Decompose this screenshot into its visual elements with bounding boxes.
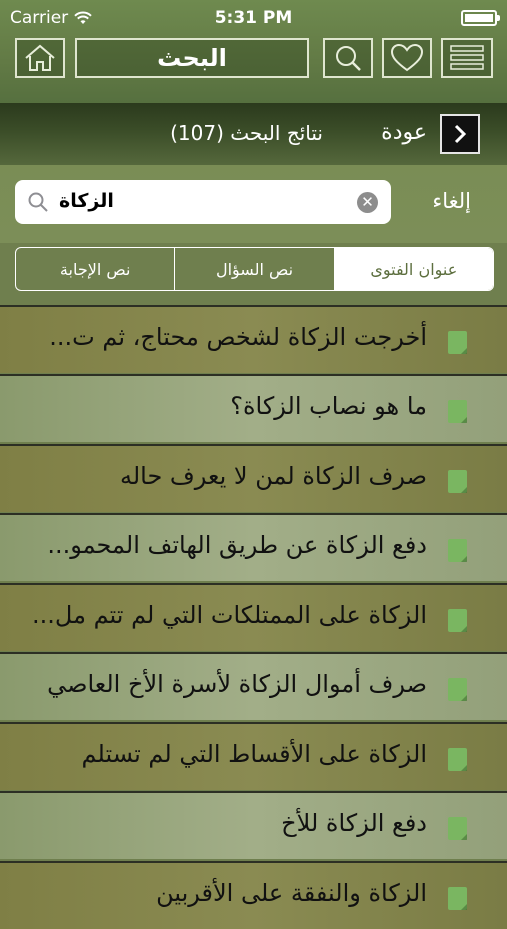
battery-icon [461, 10, 497, 26]
list-item-title: الزكاة على الممتلكات التي لم تتم مل... [32, 601, 427, 629]
list-item-title: أخرجت الزكاة لشخص محتاج، ثم ت... [49, 323, 427, 351]
list-item-title: الزكاة والنفقة على الأقربين [156, 879, 427, 907]
menu-button[interactable] [441, 38, 493, 78]
document-icon [448, 609, 467, 632]
back-label[interactable]: عودة [381, 120, 427, 145]
document-icon [448, 678, 467, 701]
tab-answer-text[interactable]: نص الإجابة [59, 259, 131, 279]
top-navigation [0, 0, 507, 103]
chevron-right-icon [450, 123, 470, 145]
tab-fatwa-title[interactable]: عنوان الفتوى [334, 248, 493, 290]
list-item[interactable] [0, 861, 507, 929]
document-icon [448, 817, 467, 840]
results-count-title: نتائج البحث (107) [170, 121, 323, 145]
search-scope-tabs [15, 247, 494, 291]
results-header [0, 103, 507, 165]
list-item[interactable] [0, 722, 507, 790]
document-icon [448, 331, 467, 354]
search-input[interactable] [15, 180, 391, 224]
status-bar [0, 0, 507, 36]
search-icon [333, 43, 363, 73]
page-title: البحث [75, 38, 309, 78]
list-item[interactable] [0, 652, 507, 720]
search-button[interactable] [323, 38, 373, 78]
list-item-title: ما هو نصاب الزكاة؟ [230, 392, 427, 420]
document-icon [448, 887, 467, 910]
clear-icon[interactable]: ✕ [357, 192, 378, 213]
list-item-title: الزكاة على الأقساط التي لم تستلم [81, 740, 427, 768]
search-icon [27, 191, 49, 213]
results-list [0, 305, 507, 907]
home-icon [23, 43, 57, 73]
document-icon [448, 539, 467, 562]
list-item-title: دفع الزكاة عن طريق الهاتف المحمو... [47, 531, 427, 559]
back-button[interactable] [440, 114, 480, 154]
heart-icon [390, 43, 424, 73]
carrier-label: Carrier [10, 8, 69, 28]
list-icon [449, 44, 485, 72]
document-icon [448, 400, 467, 423]
status-time: 5:31 PM [214, 8, 293, 28]
list-item-title: دفع الزكاة للأخ [281, 809, 427, 837]
favorites-button[interactable] [382, 38, 432, 78]
list-item-title: صرف الزكاة لمن لا يعرف حاله [119, 462, 427, 490]
search-bar [0, 165, 507, 243]
document-icon [448, 748, 467, 771]
list-item-title: صرف أموال الزكاة لأسرة الأخ العاصي [47, 670, 427, 698]
list-item[interactable] [0, 305, 507, 373]
document-icon [448, 470, 467, 493]
home-button[interactable] [15, 38, 65, 78]
cancel-button[interactable]: إلغاء [432, 189, 471, 213]
list-item[interactable] [0, 444, 507, 512]
search-query: الزكاة [59, 190, 114, 212]
list-item[interactable] [0, 374, 507, 442]
tab-question-text[interactable]: نص السؤال [174, 248, 333, 290]
list-item[interactable] [0, 583, 507, 651]
list-item[interactable] [0, 513, 507, 581]
list-item[interactable] [0, 791, 507, 859]
